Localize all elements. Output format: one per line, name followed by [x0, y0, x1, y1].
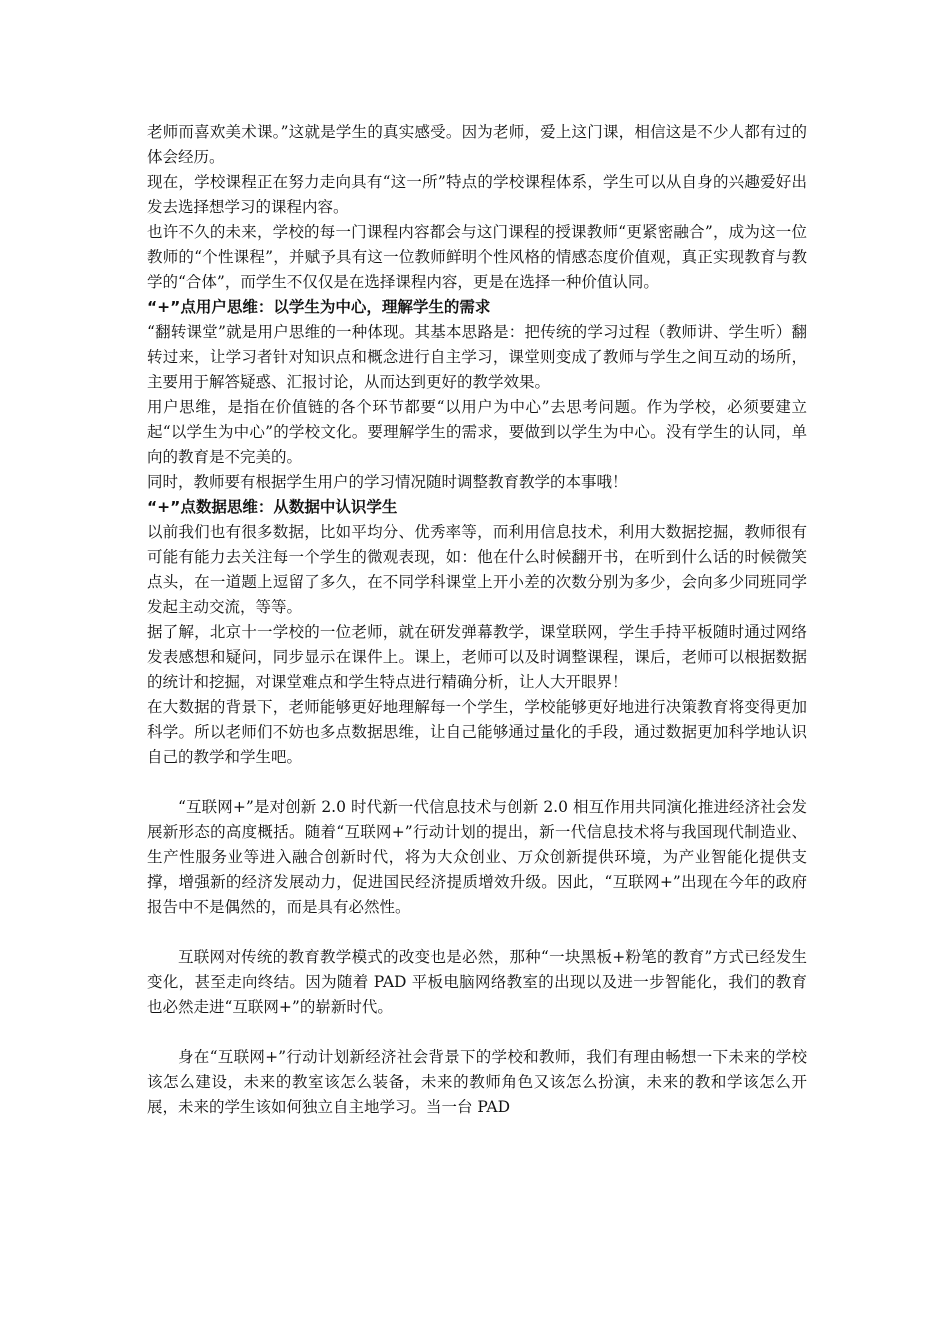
paragraph-education-change: 互联网对传统的教育教学模式的改变也是必然，那种“一块黑板+粉笔的教育”方式已经发生变化，甚至走向终结。因为随着 PAD 平板电脑网络教室的出现以及进一步智能化，我们的教育也必然走进“互联网+”的崭新时代。 [147, 948, 807, 1016]
paragraph-beijing-school: 据了解，北京十一学校的一位老师，就在研发弹幕教学，课堂联网，学生手持平板随时通过网络发表感想和疑问，同步显示在课件上。课上，老师可以及时调整课程，课后，老师可以根据数据的统计和挖掘，对课堂难点和学生特点进行精确分析，让人大开眼界！ [147, 623, 807, 691]
heading-data-thinking: “+”点数据思维：从数据中认识学生 [147, 498, 398, 516]
paragraph-flipped-classroom: “翻转课堂”就是用户思维的一种体现。其基本思路是：把传统的学习过程（教师讲、学生听）翻转过来，让学习者针对知识点和概念进行自主学习，课堂则变成了教师与学生之间互动的场所，主要用于解答疑惑、汇报讨论，从而达到更好的教学效果。 [147, 323, 807, 391]
paragraph-gap [147, 1020, 807, 1045]
paragraph-school-curriculum: 现在，学校课程正在努力走向具有“这一所”特点的学校课程体系，学生可以从自身的兴趣爱好出发去选择想学习的课程内容。 [147, 173, 807, 216]
document-body [147, 120, 807, 1120]
paragraph-data-background: 在大数据的背景下，老师能够更好地理解每一个学生，学校能够更好地进行决策教育将变得更加科学。所以老师们不妨也多点数据思维，让自己能够通过量化的手段，通过数据更加科学地认识自己的教学和学生吧。 [147, 698, 807, 766]
paragraph-gap [147, 920, 807, 945]
paragraph-internet-plus: “互联网+”是对创新 2.0 时代新一代信息技术与创新 2.0 相互作用共同演化推进经济社会发展新形态的高度概括。随着“互联网+”行动计划的提出，新一代信息技术将与我国现代制造业、生产性服务业等进入融合创新时代，将为大众创业、万众创新提供环境，为产业智能化提供支撑，增强新的经济发展动力，促进国民经济提质增效升级。因此，“互联网+”出现在今年的政府报告中不是偶然的，而是具有必然性。 [147, 798, 807, 916]
paragraph-art-class: 老师而喜欢美术课。”这就是学生的真实感受。因为老师，爱上这门课，相信这是不少人都有过的体会经历。 [147, 123, 807, 166]
paragraph-teacher-adjust: 同时，教师要有根据学生用户的学习情况随时调整教育教学的本事哦！ [147, 473, 628, 491]
paragraph-user-thinking: 用户思维，是指在价值链的各个环节都要“以用户为中心”去思考问题。作为学校，必须要建立起“以学生为中心”的学校文化。要理解学生的需求，要做到以学生为中心。没有学生的认同，单向的教育是不完美的。 [147, 398, 807, 466]
paragraph-gap [147, 770, 807, 795]
paragraph-future-courses: 也许不久的未来，学校的每一门课程内容都会与这门课程的授课教师“更紧密融合”，成为这一位教师的“个性课程”，并赋予具有这一位教师鲜明个性风格的情感态度价值观，真正实现教育与教学的“合体”，而学生不仅仅是在选择课程内容，更是在选择一种价值认同。 [147, 223, 807, 291]
paragraph-future-school: 身在“互联网+”行动计划新经济社会背景下的学校和教师，我们有理由畅想一下未来的学校该怎么建设，未来的教室该怎么装备，未来的教师角色又该怎么扮演，未来的教和学该怎么开展，未来的学生该如何独立自主地学习。当一台 PAD [147, 1048, 807, 1116]
paragraph-big-data: 以前我们也有很多数据，比如平均分、优秀率等，而利用信息技术，利用大数据挖掘，教师很有可能有能力去关注每一个学生的微观表现，如：他在什么时候翻开书，在听到什么话的时候微笑点头，在一道题上逗留了多久，在不同学科课堂上开小差的次数分别为多少，会向多少同班同学发起主动交流，等等。 [147, 523, 807, 616]
heading-user-thinking: “+”点用户思维：以学生为中心，理解学生的需求 [147, 298, 491, 316]
